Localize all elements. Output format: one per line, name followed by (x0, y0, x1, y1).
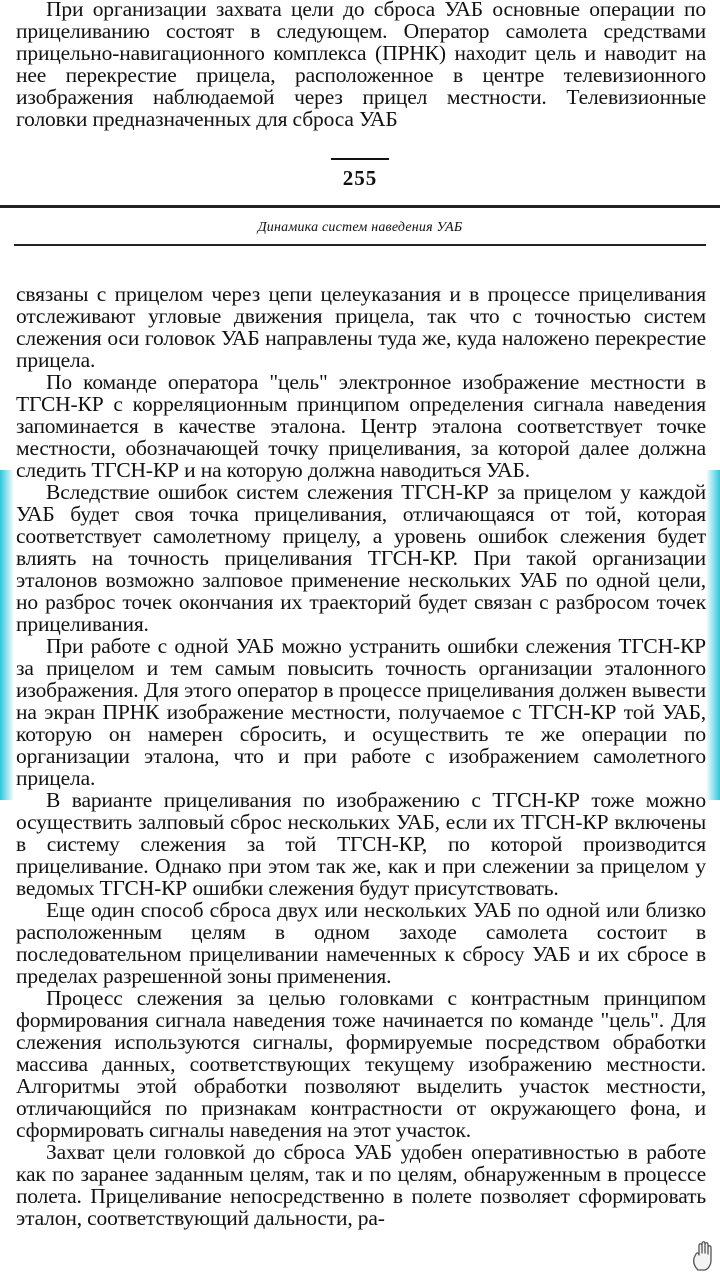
running-header: Динамика систем наведения УАБ (257, 220, 463, 235)
previous-page-fragment (16, 0, 706, 130)
paragraph-1: связаны с прицелом через цепи целеуказания и в процессе прицеливания отслеживают угловые движения прицела, так что с точностью систем слежения оси головок УАБ направлены туда же, куда наложено перекрестие прицела. (16, 282, 706, 372)
page-number: 255 (342, 166, 378, 190)
hand-cursor-icon[interactable] (690, 1240, 718, 1272)
page-footer (0, 158, 720, 191)
paragraph-7: Процесс слежения за целью головками с контрастным принципом формирования сигнала наведения тоже начинается по команде "цель". Для слежения используются сигналы, формируемые посредством обработки массива данных, соответствующих текущему изображению местности. Алгоритмы этой обработки позволяют выделить участок местности, отличающийся по признакам контрастности от окружающего фона, и сформировать сигналы наведения на этот участок. (16, 986, 706, 1142)
paragraph-5: В варианте прицеливания по изображению с ТГСН-КР тоже можно осуществить залповый сброс нескольких УАБ, если их ТГСН-КР включены в систему слежения за той ТГСН-КР, по которой производится прицеливание. Однако при этом так же, как и при слежении за прицелом у ведомых ТГСН-КР ошибки слежения будут присутствовать. (16, 788, 706, 900)
left-edge-accent (0, 470, 14, 800)
header-rule (14, 244, 706, 246)
paragraph-2: По команде оператора "цель" электронное изображение местности в ТГСН-КР с корреляционным принципом определения сигнала наведения запоминается в качестве эталона. Центр эталона соответствует точке местности, обозначающей точку прицеливания, за которой далее должна следить ТГСН-КР и на которую должна наводиться УАБ. (16, 370, 706, 482)
paragraph-4: При работе с одной УАБ можно устранить ошибки слежения ТГСН-КР за прицелом и тем самым повысить точность организации эталонного изображения. Для этого оператор в процессе прицеливания должен вывести на экран ПРНК изображение местности, получаемое с ТГСН-КР той УАБ, которую он намерен сбросить, и осуществить те же операции по организации эталона, что и при работе с изображением самолетного прицела. (16, 634, 706, 790)
page-break-divider (0, 205, 720, 208)
previous-page-paragraph: При организации захвата цели до сброса УАБ основные операции по прицеливанию состоят в следующем. Оператор самолета средствами прицельно-навигационного комплекса (ПРНК) находит цель и наводит на нее перекрестие прицела, расположенное в центре телевизионного изображения наблюдаемой через прицел местности. Телевизионные головки предназначенных для сброса УАБ (16, 0, 706, 131)
paragraph-6: Еще один способ сброса двух или нескольких УАБ по одной или близко расположенным целям в одном заходе самолета состоит в последовательном прицеливании намеченных к сбросу УАБ и их сбросе в пределах разрешенной зоны применения. (16, 898, 706, 988)
right-edge-accent (706, 470, 720, 800)
body-text (16, 283, 706, 1229)
page-number-rule (331, 158, 389, 160)
paragraph-3: Вследствие ошибок систем слежения ТГСН-КР за прицелом у каждой УАБ будет своя точка прицеливания, отличающаяся от той, которая соответствует самолетному прицелу, а уровень ошибок слежения будет влиять на точность прицеливания ТГСН-КР. При такой организации эталонов возможно залповое применение нескольких УАБ по одной цели, но разброс точек окончания их траекторий будет связан с разбросом точек прицеливания. (16, 480, 706, 636)
paragraph-8: Захват цели головкой до сброса УАБ удобен оперативностью в работе как по заранее заданным целям, так и по целям, обнаруженным в процессе полета. Прицеливание непосредственно в полете позволяет сформировать эталон, соответствующий дальности, ра- (16, 1140, 706, 1230)
